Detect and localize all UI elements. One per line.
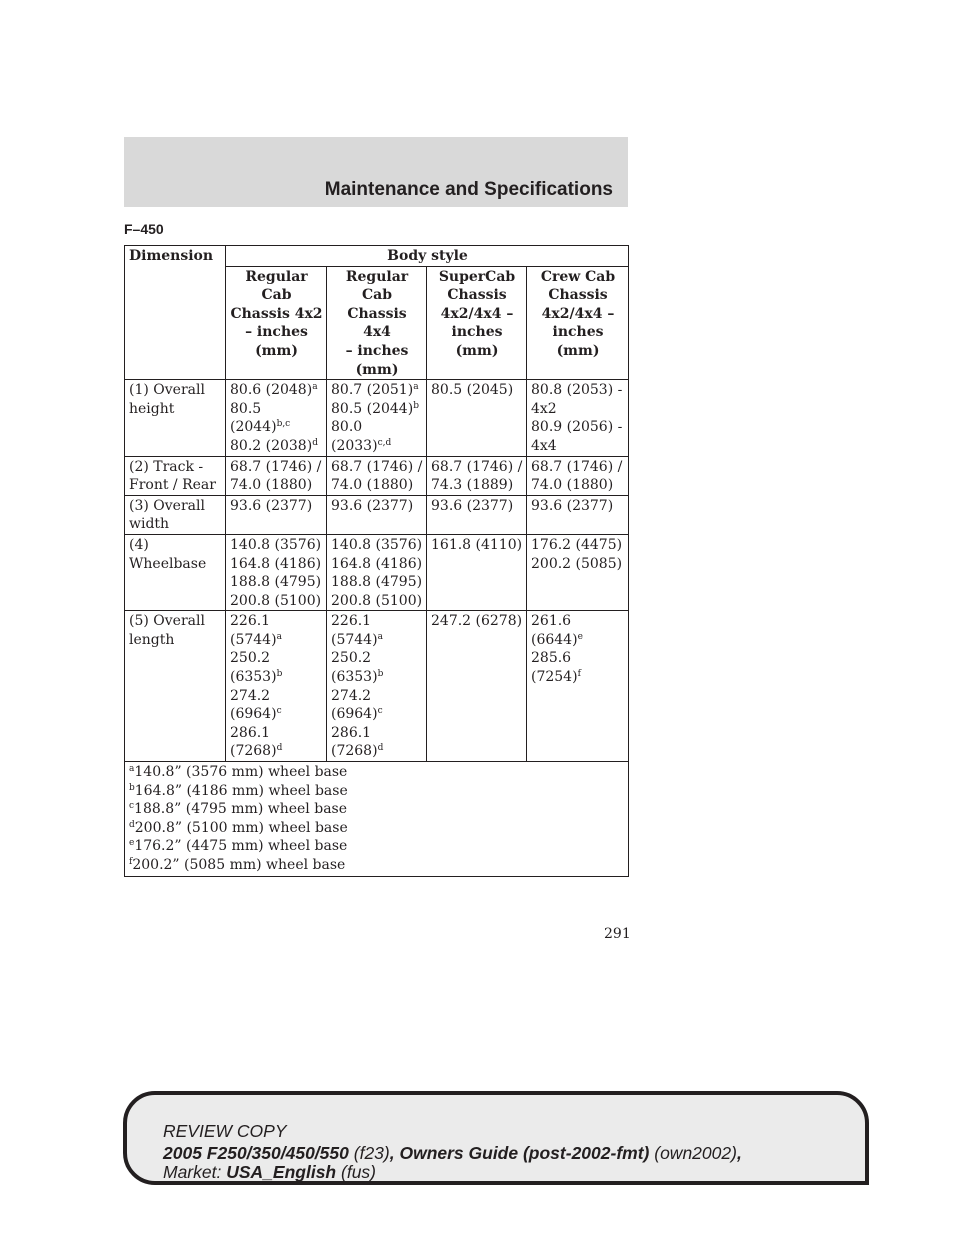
cell-value: 93.6 (2377) bbox=[431, 497, 514, 514]
market-line bbox=[163, 1162, 376, 1183]
cell-value: (6964) bbox=[331, 706, 378, 723]
cell-value: (6353) bbox=[230, 669, 277, 686]
cell-value-line bbox=[531, 476, 625, 495]
cell-value-line bbox=[331, 742, 423, 761]
column-header-line: Chassis 4x2 bbox=[230, 305, 323, 322]
table-cell bbox=[527, 456, 629, 495]
cell-value-line bbox=[230, 458, 323, 477]
cell-value: 161.8 (4110) bbox=[431, 536, 523, 553]
cell-value-line bbox=[230, 649, 323, 668]
section-header-band bbox=[124, 137, 628, 207]
row-label bbox=[125, 534, 226, 610]
row-label bbox=[125, 495, 226, 534]
cell-value-line bbox=[230, 668, 323, 687]
footnote bbox=[129, 856, 624, 875]
cell-value: 4x4 bbox=[531, 437, 557, 454]
section-title: Maintenance and Specifications bbox=[324, 179, 613, 200]
cell-value-line bbox=[230, 687, 323, 706]
cell-value: 80.6 (2048) bbox=[230, 382, 313, 399]
cell-value-line bbox=[431, 536, 523, 555]
cell-value-line bbox=[531, 497, 625, 516]
column-header-line: (mm) bbox=[355, 361, 399, 378]
cell-value-line bbox=[331, 687, 423, 706]
column-header-line: 4x2/4x4 – bbox=[541, 305, 615, 322]
column-header-line: – inches bbox=[245, 324, 308, 341]
cell-value-line bbox=[331, 612, 423, 631]
table-row bbox=[125, 495, 629, 534]
row-label-line: (4) bbox=[129, 536, 149, 553]
column-header bbox=[327, 266, 427, 380]
cell-value-line bbox=[531, 418, 625, 437]
cell-value: 80.2 (2038) bbox=[230, 437, 313, 454]
row-label-line: width bbox=[129, 516, 170, 533]
guide-code: (own2002) bbox=[654, 1143, 737, 1163]
cell-value: 250.2 bbox=[331, 650, 372, 667]
cell-value-line bbox=[331, 458, 423, 477]
cell-value-line bbox=[331, 573, 423, 592]
column-header-line: Cab bbox=[261, 287, 292, 304]
footnote-marker: c bbox=[377, 706, 383, 717]
footnote-marker: b,c bbox=[276, 419, 291, 430]
cell-value-line bbox=[230, 400, 323, 419]
row-label-line: (2) Track - bbox=[129, 458, 204, 475]
model-subheading: F–450 bbox=[124, 221, 164, 237]
column-header-line: (mm) bbox=[455, 342, 499, 359]
dimensions-table bbox=[124, 245, 629, 877]
cell-value-line bbox=[230, 418, 323, 437]
cell-value: 68.7 (1746) / bbox=[230, 458, 322, 475]
cell-value: 164.8 (4186) bbox=[230, 555, 322, 572]
column-header-line: Chassis 4x4 bbox=[347, 305, 407, 341]
cell-value: (7268) bbox=[331, 743, 378, 760]
column-header-line: (mm) bbox=[255, 342, 298, 359]
guide-separator: , bbox=[389, 1143, 400, 1163]
column-header bbox=[527, 266, 629, 380]
column-header-line: Cab bbox=[361, 287, 392, 304]
table-cell bbox=[226, 534, 327, 610]
cell-value-line bbox=[230, 437, 323, 456]
cell-value: 80.5 (2045) bbox=[431, 382, 514, 399]
line-end-comma: , bbox=[736, 1143, 742, 1163]
column-header-line: Regular bbox=[245, 268, 308, 285]
footnote bbox=[129, 837, 624, 856]
cell-value-line bbox=[531, 555, 625, 574]
table-cell bbox=[327, 495, 427, 534]
dimension-header: Dimension bbox=[125, 246, 226, 380]
column-header-line: inches bbox=[552, 324, 604, 341]
review-copy-box bbox=[123, 1091, 869, 1185]
cell-value-line bbox=[531, 668, 625, 687]
cell-value: 68.7 (1746) / bbox=[531, 458, 623, 475]
body-style-header: Body style bbox=[226, 246, 629, 267]
cell-value-line bbox=[531, 400, 625, 419]
footnote-marker: c,d bbox=[377, 437, 392, 448]
cell-value-line bbox=[331, 592, 423, 611]
table-cell bbox=[226, 495, 327, 534]
cell-value-line bbox=[230, 536, 323, 555]
cell-value: 164.8 (4186) bbox=[331, 555, 423, 572]
cell-value: 286.1 bbox=[230, 724, 271, 741]
cell-value-line bbox=[331, 400, 423, 419]
cell-value: (5744) bbox=[230, 631, 277, 648]
footnote bbox=[129, 819, 624, 838]
cell-value: 80.5 (2044) bbox=[331, 400, 414, 417]
cell-value: (6353) bbox=[331, 669, 378, 686]
column-header-line: SuperCab bbox=[438, 268, 516, 285]
cell-value-line bbox=[431, 476, 523, 495]
cell-value-line bbox=[431, 497, 523, 516]
cell-value-line bbox=[331, 381, 423, 400]
cell-value: 140.8 (3576) bbox=[230, 536, 322, 553]
cell-value-line bbox=[230, 742, 323, 761]
column-header-line: Chassis bbox=[447, 287, 507, 304]
cell-value: (7268) bbox=[230, 743, 277, 760]
table-row bbox=[125, 611, 629, 762]
table-cell bbox=[527, 534, 629, 610]
cell-value-line bbox=[230, 497, 323, 516]
cell-value-line bbox=[531, 437, 625, 456]
column-header-line: – inches bbox=[345, 342, 409, 359]
table-cell bbox=[427, 495, 527, 534]
cell-value: 261.6 bbox=[531, 613, 572, 630]
cell-value: 4x2 bbox=[531, 400, 557, 417]
footnote-text: 140.8” (3576 mm) wheel base bbox=[134, 764, 348, 781]
footnotes-cell bbox=[125, 762, 629, 877]
footnote-marker: e bbox=[577, 631, 583, 642]
cell-value-line bbox=[331, 668, 423, 687]
cell-value-line bbox=[331, 418, 423, 437]
cell-value: 68.7 (1746) / bbox=[431, 458, 523, 475]
cell-value-line bbox=[230, 381, 323, 400]
footnote-text: 188.8” (4795 mm) wheel base bbox=[134, 801, 348, 818]
cell-value: 93.6 (2377) bbox=[531, 497, 614, 514]
column-header-line: (mm) bbox=[556, 342, 600, 359]
cell-value-line bbox=[531, 458, 625, 477]
cell-value: 285.6 bbox=[531, 650, 572, 667]
cell-value-line bbox=[431, 458, 523, 477]
cell-value: (6964) bbox=[230, 706, 277, 723]
column-header-line: Crew Cab bbox=[540, 268, 616, 285]
row-label-line: Wheelbase bbox=[129, 555, 207, 572]
footnote-text: 164.8” (4186 mm) wheel base bbox=[134, 782, 348, 799]
table-cell bbox=[427, 534, 527, 610]
row-label-line: (3) Overall bbox=[129, 497, 205, 514]
footnote-marker: a bbox=[276, 631, 282, 642]
cell-value: 80.8 (2053) - bbox=[531, 382, 623, 399]
table-body bbox=[125, 380, 629, 876]
cell-value: (5744) bbox=[331, 631, 378, 648]
cell-value-line bbox=[230, 555, 323, 574]
cell-value-line bbox=[230, 573, 323, 592]
cell-value: 226.1 bbox=[331, 613, 372, 630]
table-cell bbox=[226, 611, 327, 762]
page-number: 291 bbox=[604, 926, 631, 942]
cell-value-line bbox=[331, 631, 423, 650]
market-code: (fus) bbox=[341, 1162, 376, 1182]
cell-value-line bbox=[531, 631, 625, 650]
row-label bbox=[125, 611, 226, 762]
table-cell bbox=[226, 456, 327, 495]
table-cell bbox=[527, 495, 629, 534]
market-value: USA_English bbox=[226, 1162, 337, 1182]
row-label-line: (5) Overall bbox=[129, 613, 205, 630]
model-code: (f23) bbox=[353, 1143, 390, 1163]
footnotes-row bbox=[125, 762, 629, 877]
cell-value: 140.8 (3576) bbox=[331, 536, 423, 553]
row-label-line: (1) Overall bbox=[129, 382, 205, 399]
cell-value: 93.6 (2377) bbox=[331, 497, 414, 514]
cell-value-line bbox=[431, 612, 523, 631]
footnote-marker: a bbox=[377, 631, 383, 642]
model-name: 2005 F250/350/450/550 bbox=[163, 1143, 349, 1163]
cell-value: 74.0 (1880) bbox=[230, 477, 313, 494]
table-cell bbox=[327, 380, 427, 456]
cell-value: 286.1 bbox=[331, 724, 372, 741]
footnote-mark: c bbox=[129, 801, 135, 812]
footnote-marker: b bbox=[276, 669, 283, 680]
cell-value: 80.0 bbox=[331, 419, 363, 436]
cell-value-line bbox=[230, 724, 323, 743]
cell-value: 226.1 bbox=[230, 613, 271, 630]
row-label-line: height bbox=[129, 400, 175, 417]
column-header-line: 4x2/4x4 – bbox=[440, 305, 514, 322]
table-cell bbox=[327, 611, 427, 762]
cell-value-line bbox=[230, 705, 323, 724]
review-copy-label: REVIEW COPY bbox=[163, 1121, 287, 1141]
table-row bbox=[125, 456, 629, 495]
footnote-marker: a bbox=[312, 382, 318, 393]
row-label bbox=[125, 456, 226, 495]
row-label-line: Front / Rear bbox=[129, 477, 216, 494]
footnote-text: 200.2” (5085 mm) wheel base bbox=[132, 857, 346, 873]
cell-value-line bbox=[230, 592, 323, 611]
footnote-marker: d bbox=[312, 437, 318, 448]
table-cell bbox=[427, 380, 527, 456]
guide-name: Owners Guide (post-2002-fmt) bbox=[399, 1143, 650, 1163]
footnote-mark: d bbox=[129, 819, 135, 830]
column-header-line: inches bbox=[451, 324, 503, 341]
cell-value: 247.2 (6278) bbox=[431, 613, 523, 630]
table-cell bbox=[327, 534, 427, 610]
row-label-line: length bbox=[129, 631, 175, 648]
cell-value: (2044) bbox=[230, 419, 277, 436]
footnote-mark: b bbox=[129, 782, 135, 793]
cell-value: 274.2 bbox=[230, 687, 271, 704]
table-row bbox=[125, 534, 629, 610]
table-row bbox=[125, 380, 629, 456]
column-header bbox=[427, 266, 527, 380]
footnote-text: 200.8” (5100 mm) wheel base bbox=[134, 819, 348, 836]
cell-value-line bbox=[331, 705, 423, 724]
cell-value: 74.0 (1880) bbox=[531, 477, 614, 494]
table-cell bbox=[427, 611, 527, 762]
cell-value: (7254) bbox=[531, 669, 578, 686]
cell-value: 188.8 (4795) bbox=[331, 574, 423, 591]
cell-value-line bbox=[431, 381, 523, 400]
cell-value: (2033) bbox=[331, 437, 378, 454]
footnote-marker: b bbox=[413, 400, 419, 411]
footnote-marker: a bbox=[413, 382, 419, 393]
cell-value-line bbox=[230, 631, 323, 650]
cell-value: 188.8 (4795) bbox=[230, 574, 322, 591]
footnote bbox=[129, 782, 624, 801]
footnote-mark: e bbox=[129, 838, 135, 849]
footnote-marker: c bbox=[276, 706, 282, 717]
cell-value-line bbox=[331, 649, 423, 668]
table-cell bbox=[527, 611, 629, 762]
cell-value: 250.2 bbox=[230, 650, 271, 667]
market-label: Market: bbox=[163, 1162, 222, 1182]
cell-value: 200.8 (5100) bbox=[331, 592, 423, 609]
cell-value-line bbox=[331, 476, 423, 495]
cell-value: 200.2 (5085) bbox=[531, 555, 623, 572]
cell-value: 74.0 (1880) bbox=[331, 477, 414, 494]
row-label bbox=[125, 380, 226, 456]
cell-value: 74.3 (1889) bbox=[431, 477, 514, 494]
cell-value: 200.8 (5100) bbox=[230, 592, 322, 609]
cell-value: 80.9 (2056) - bbox=[531, 419, 623, 436]
cell-value: 274.2 bbox=[331, 687, 372, 704]
footnote bbox=[129, 800, 624, 819]
footnote-marker: d bbox=[377, 743, 384, 754]
cell-value-line bbox=[531, 612, 625, 631]
cell-value-line bbox=[531, 536, 625, 555]
footnote-mark: a bbox=[129, 764, 135, 775]
cell-value-line bbox=[331, 437, 423, 456]
cell-value-line bbox=[331, 555, 423, 574]
cell-value: 93.6 (2377) bbox=[230, 497, 313, 514]
cell-value: 80.5 bbox=[230, 400, 262, 417]
footnote-text: 176.2” (4475 mm) wheel base bbox=[134, 838, 348, 855]
cell-value: 80.7 (2051) bbox=[331, 382, 414, 399]
column-header-line: Regular bbox=[345, 268, 409, 285]
document-info-line bbox=[163, 1143, 742, 1164]
cell-value-line bbox=[331, 497, 423, 516]
cell-value-line bbox=[230, 612, 323, 631]
footnote-mark: f bbox=[129, 857, 133, 867]
column-header-line: Chassis bbox=[548, 287, 608, 304]
cell-value-line bbox=[531, 649, 625, 668]
footnote-marker: b bbox=[377, 669, 384, 680]
cell-value: 176.2 (4475) bbox=[531, 536, 623, 553]
cell-value: 68.7 (1746) / bbox=[331, 458, 423, 475]
footnote-marker: d bbox=[276, 743, 283, 754]
cell-value-line bbox=[531, 381, 625, 400]
table-cell bbox=[226, 380, 327, 456]
cell-value-line bbox=[230, 476, 323, 495]
table-cell bbox=[427, 456, 527, 495]
cell-value-line bbox=[331, 724, 423, 743]
footnote-marker: f bbox=[577, 669, 581, 680]
table-cell bbox=[327, 456, 427, 495]
cell-value: (6644) bbox=[531, 631, 578, 648]
table-cell bbox=[527, 380, 629, 456]
cell-value-line bbox=[331, 536, 423, 555]
column-header bbox=[226, 266, 327, 380]
footnote bbox=[129, 763, 624, 782]
